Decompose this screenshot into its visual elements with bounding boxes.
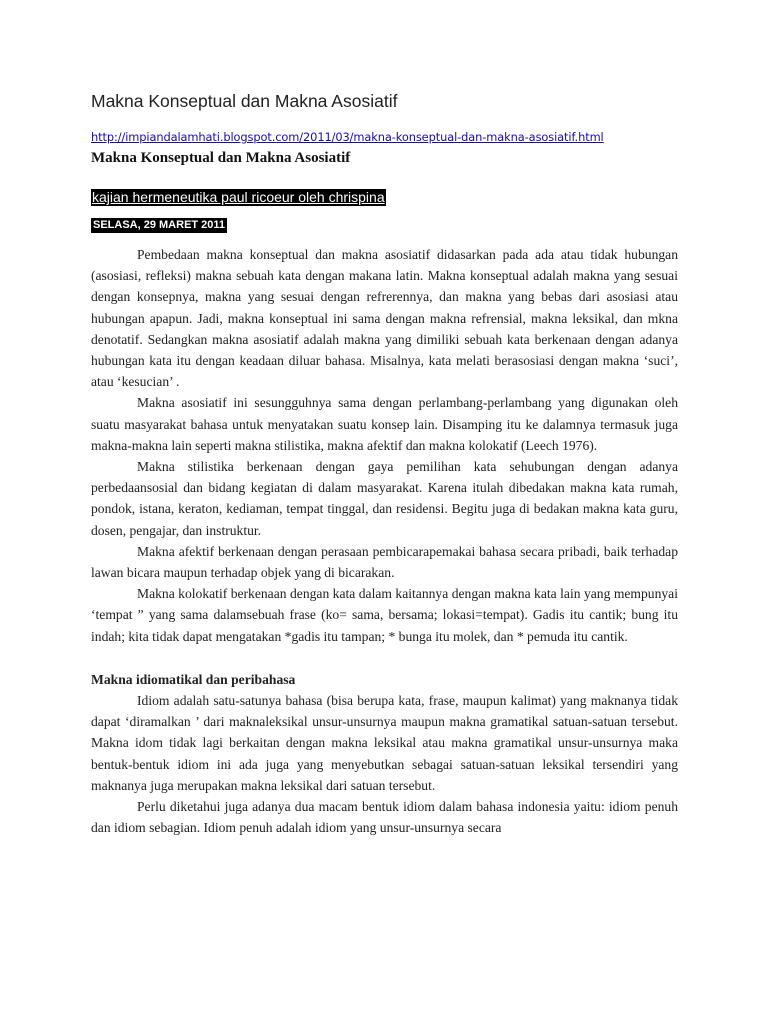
paragraph: Makna stilistika berkenaan dengan gaya pemilihan kata sehubungan dengan adanya perbedaansosial dan bidang kegiatan di dalam masyarakat. Karena itulah dibedakan makna kata rumah, pondok, istana, keraton, kediaman, tempat tinggal, dan residensi. Begitu juga di bedakan makna kata guru, dosen, pengajar, dan instruktur.	[91, 459, 678, 538]
paragraph: Pembedaan makna konseptual dan makna asosiatif didasarkan pada ada atau tidak hubungan (asosiasi, refleksi) makna sebuah kata dengan makana latin. Makna konseptual adalah makna yang sesuai dengan konsepnya, makna yang sesuai dengan refrerennya, dan makna yang bebas dari asosiasi atau hubungan apapun. Jadi, makna konseptual ini sama dengan makna refrensial, makna leksikal, dan mkna denotatif. Sedangkan makna asosiatif adalah makna yang dimiliki sebuah kata berkenaan dengan adanya hubungan kata itu dengan keadaan diluar bahasa. Misalnya, kata melati berasosiasi dengan makna ‘suci’, atau ‘kesucian’ .	[91, 247, 678, 390]
paragraph: Perlu diketahui juga adanya dua macam bentuk idiom dalam bahasa indonesia yaitu: idiom penuh dan idiom sebagian. Idiom penuh adalah idiom yang unsur-unsurnya secara	[91, 799, 678, 836]
paragraph: Makna afektif berkenaan dengan perasaan pembicarapemakai bahasa secara pribadi, baik terhadap lawan bicara maupun terhadap objek yang di bicarakan.	[91, 543, 678, 581]
article-heading: Makna Konseptual dan Makna Asosiatif	[91, 150, 351, 166]
source-url-link[interactable]: http://impiandalamhati.blogspot.com/2011/03/makna-konseptual-dan-makna-asosiatif.html	[91, 130, 604, 144]
paragraph: Makna kolokatif berkenaan dengan kata dalam kaitannya dengan makna kata lain yang mempunyai ‘tempat ” yang sama dalamsebuah frase (ko= sama, bersama; lokasi=tempat). Gadis itu cantik; bung itu indah; kita tidak dapat mengatakan *gadis itu tampan; * bunga itu molek, dan * pemuda itu cantik.	[91, 586, 678, 644]
document-title: Makna Konseptual dan Makna Asosiatif	[91, 91, 398, 111]
article-body	[91, 244, 678, 838]
paragraph: Idiom adalah satu-satunya bahasa (bisa berupa kata, frase, maupun kalimat) yang maknanya tidak dapat ‘diramalkan ’ dari maknaleksikal unsur-unsurnya maupun makna gramatikal satuan-satuan tersebut. Makna idom tidak lagi berkaitan dengan makna leksikal atau makna gramatikal unsur-unsurnya maka bentuk-bentuk idiom ini ada juga yang menyebutkan sebagai satuan-satuan leksikal tersendiri yang maknanya juga merupakan makna leksikal dari satuan tersebut.	[91, 693, 678, 793]
post-date: SELASA, 29 MARET 2011	[93, 219, 226, 231]
paragraph: Makna asosiatif ini sesungguhnya sama dengan perlambang-perlambang yang digunakan oleh suatu masyarakat bahasa untuk menyatakan suatu konsep lain. Disamping itu ke dalamnya termasuk juga makna-makna lain seperti makna stilistika, makna afektif dan makna kolokatif (Leech 1976).	[91, 395, 678, 453]
highlighted-subtitle: kajian hermeneutika paul ricoeur oleh chrispina	[92, 189, 385, 205]
section-heading: Makna idiomatikal dan peribahasa	[91, 671, 296, 687]
